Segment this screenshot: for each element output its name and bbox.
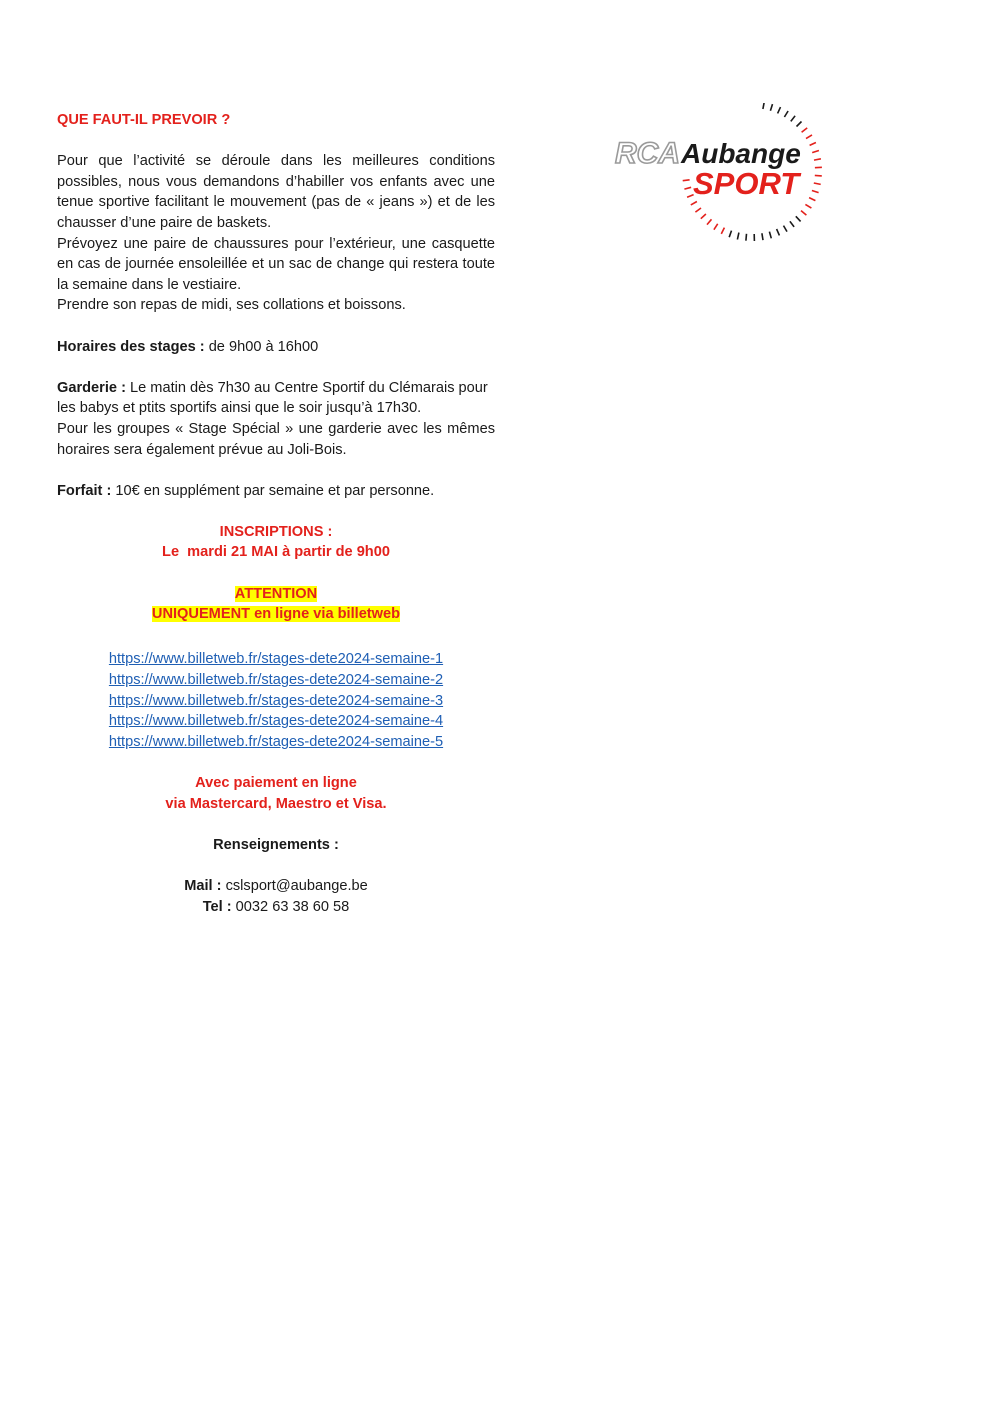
logo-tick xyxy=(683,180,690,181)
logo-rca-text: RCA xyxy=(615,137,680,170)
logo-tick xyxy=(801,211,806,216)
horaires-label: Horaires des stages : xyxy=(57,338,205,355)
logo-tick xyxy=(721,228,724,234)
logo-tick xyxy=(790,221,794,227)
logo-tick xyxy=(784,226,788,232)
link-semaine-1[interactable]: https://www.billetweb.fr/stages-dete2024-semaine-1 xyxy=(108,651,444,668)
section-title: QUE FAUT-IL PREVOIR ? xyxy=(57,112,231,128)
logo-tick xyxy=(805,204,811,208)
tel-line xyxy=(57,897,495,918)
forfait-line xyxy=(57,481,495,502)
logo-tick xyxy=(691,202,697,205)
link-semaine-2[interactable]: https://www.billetweb.fr/stages-dete2024-semaine-2 xyxy=(108,672,444,689)
logo-tick xyxy=(707,219,712,224)
logo-tick xyxy=(809,198,815,201)
logo-tick xyxy=(796,216,801,221)
logo-tick xyxy=(695,208,701,212)
mail-line xyxy=(57,876,495,897)
logo-tick xyxy=(810,143,816,146)
logo-tick xyxy=(777,229,780,235)
payment-line-2: via Mastercard, Maestro et Visa. xyxy=(165,795,387,812)
inscriptions-title: INSCRIPTIONS : xyxy=(219,523,333,540)
mail-label: Mail : xyxy=(184,877,222,894)
forfait-label: Forfait : xyxy=(57,482,112,499)
inscriptions-date: Le mardi 21 MAI à partir de 9h00 xyxy=(162,544,390,561)
link-semaine-5[interactable]: https://www.billetweb.fr/stages-dete2024-semaine-5 xyxy=(108,733,444,750)
garderie-extra: Pour les groupes « Stage Spécial » une garderie avec les mêmes horaires sera également prévue au Joli-Bois. xyxy=(57,420,495,458)
link-semaine-4[interactable]: https://www.billetweb.fr/stages-dete2024-semaine-4 xyxy=(108,713,444,730)
logo-sport-text: SPORT xyxy=(693,166,800,201)
logo-tick xyxy=(769,232,771,239)
logo-tick xyxy=(814,183,821,184)
logo-tick xyxy=(815,175,822,176)
logo-tick xyxy=(778,107,781,113)
garderie-line xyxy=(57,378,495,419)
mail-value[interactable]: cslsport@aubange.be xyxy=(221,877,368,894)
logo-tick xyxy=(701,214,706,219)
garderie-label: Garderie : xyxy=(57,379,126,396)
logo-tick xyxy=(797,122,802,127)
horaires-line xyxy=(57,337,495,358)
intro-paragraph-3: Prendre son repas de midi, ses collations et boissons. xyxy=(57,297,406,314)
logo-tick xyxy=(737,233,739,240)
logo-tick xyxy=(802,128,808,132)
logo-tick xyxy=(812,151,819,153)
contact-title: Renseignements : xyxy=(213,836,339,853)
intro-paragraph-2: Prévoyez une paire de chaussures pour l’extérieur, une casquette en cas de journée ensoleillée et un sac de change qui restera toute la semaine dans le vestiaire. xyxy=(57,235,495,293)
logo-tick xyxy=(814,159,821,160)
tel-value: 0032 63 38 60 58 xyxy=(231,898,350,915)
attention-title: ATTENTION xyxy=(234,585,318,602)
logo-tick xyxy=(784,111,788,117)
garderie-value: Le matin dès 7h30 au Centre Sportif du Clémarais pour les babys et ptits sportifs ainsi que le soir jusqu’à 17h30. xyxy=(57,379,488,417)
logo-tick xyxy=(791,116,795,122)
logo-tick xyxy=(714,224,718,230)
attention-text: UNIQUEMENT en ligne via billetweb xyxy=(151,606,401,623)
tel-label: Tel : xyxy=(202,898,232,915)
logo-tick xyxy=(684,187,691,189)
logo-tick xyxy=(762,233,763,240)
logo-tick xyxy=(812,191,819,193)
main-column xyxy=(57,110,495,917)
logo-tick xyxy=(770,104,772,111)
logo-tick xyxy=(806,135,812,139)
payment-line-1: Avec paiement en ligne xyxy=(195,775,357,791)
logo-aubange-text: Aubange xyxy=(681,138,801,169)
link-semaine-3[interactable]: https://www.billetweb.fr/stages-dete2024-semaine-3 xyxy=(108,692,444,709)
logo-tick xyxy=(746,234,747,241)
logo-tick xyxy=(763,103,764,109)
horaires-value: de 9h00 à 16h00 xyxy=(204,338,319,355)
logo-tick xyxy=(729,231,731,238)
forfait-value: 10€ en supplément par semaine et par personne. xyxy=(111,482,435,499)
intro-paragraph-1: Pour que l’activité se déroule dans les meilleures conditions possibles, nous vous demandons d’habiller vos enfants avec une tenue sportive facilitant le mouvement (pas de « jeans ») et de les chausser d’une paire de baskets. xyxy=(57,153,495,231)
rca-aubange-sport-logo xyxy=(605,103,840,243)
